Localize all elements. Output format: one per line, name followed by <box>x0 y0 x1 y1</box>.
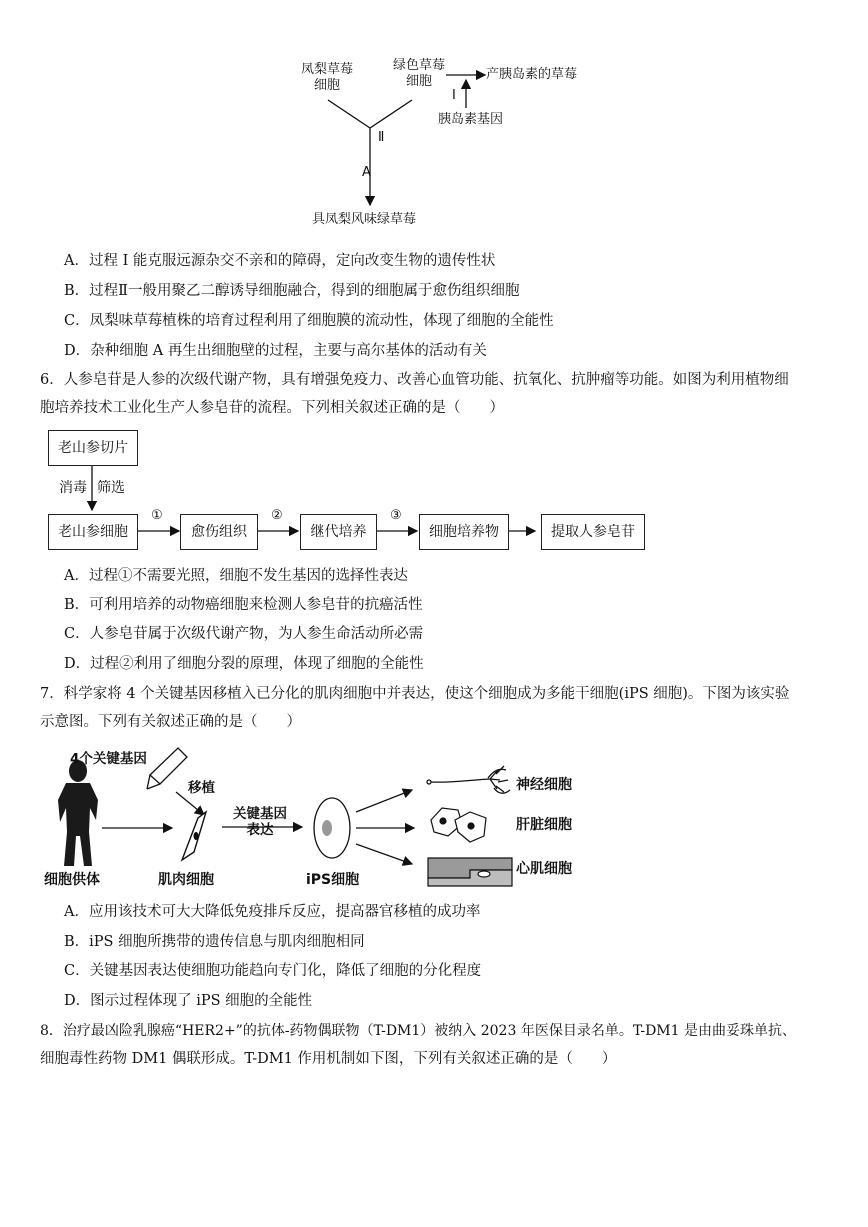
q6-stem-line1: 6．人参皂苷是人参的次级代谢产物，具有增强免疫力、改善心血管功能、抗氧化、抗肿瘤等功能。如图为利用植物细 <box>40 372 789 388</box>
q7-stem-line2: 示意图。下列有关叙述正确的是（ ） <box>40 714 301 730</box>
pineapple-cell-label: 凤梨草莓 细胞 <box>300 62 353 93</box>
liver-cell-label: 肝脏细胞 <box>516 817 572 833</box>
q7-option-d: D．图示过程体现了 iPS 细胞的全能性 <box>64 993 313 1009</box>
muscle-cell-icon <box>182 812 206 860</box>
flow-screen-label: 筛选 <box>97 480 125 496</box>
cardiac-cell-label: 心肌细胞 <box>516 861 572 877</box>
insulin-gene-label: 胰岛素基因 <box>438 112 504 127</box>
flow-step-3: ③ <box>390 508 402 523</box>
q8-stem-line1: 8．治疗最凶险乳腺癌“HER2+”的抗体-药物偶联物（T-DM1）被纳入 2023 年医保目录名单。T-DM1 是由曲妥珠单抗、 <box>40 1023 796 1039</box>
flow-box-ginseng-cell: 老山参细胞 <box>48 514 138 550</box>
muscle-cell-label: 肌肉细胞 <box>158 872 214 888</box>
roman-two-label: Ⅱ <box>378 130 385 145</box>
roman-one-label: I <box>452 88 456 103</box>
gene-expression-label: 关键基因 表达 <box>233 806 287 838</box>
flow-box-sliced-ginseng: 老山参切片 <box>48 430 138 466</box>
insulin-strawberry-label: 产胰岛素的草莓 <box>486 67 578 82</box>
q7-option-a: A．应用该技术可大大降低免疫排斥反应，提高器官移植的成功率 <box>64 904 481 920</box>
flow-step-1: ① <box>151 508 163 523</box>
transplant-label: 移植 <box>188 780 215 796</box>
q6-option-c: C．人参皂苷属于次级代谢产物，为人参生命活动所必需 <box>64 626 424 642</box>
flow-step-2: ② <box>271 508 283 523</box>
flow-box-cell-culture: 细胞培养物 <box>419 514 509 550</box>
genes-label: 4个关键基因 <box>70 751 147 767</box>
ips-cell-label: iPS细胞 <box>306 872 360 888</box>
q7-option-c: C．关键基因表达使细胞功能趋向专门化，降低了细胞的分化程度 <box>64 963 482 979</box>
liver-cells-icon <box>431 808 486 842</box>
donor-silhouette-icon <box>58 760 98 866</box>
q8-stem-line2: 细胞毒性药物 DM1 偶联形成。T-DM1 作用机制如下图，下列有关叙述正确的是（ ） <box>40 1051 617 1067</box>
q6-option-d: D．过程②利用了细胞分裂的原理，体现了细胞的全能性 <box>64 656 424 672</box>
q7-stem-line1: 7．科学家将 4 个关键基因移植入已分化的肌肉细胞中并表达，使这个细胞成为多能干细胞(iPS 细胞)。下图为该实验 <box>40 686 790 702</box>
neuron-icon <box>427 766 510 793</box>
flow-box-subculture: 继代培养 <box>300 514 377 550</box>
q6-option-b: B．可利用培养的动物癌细胞来检测人参皂苷的抗癌活性 <box>64 597 423 613</box>
flow-disinfect-label: 消毒 <box>59 480 87 496</box>
cardiac-cells-icon <box>428 858 512 886</box>
q6-option-a: A．过程①不需要光照，细胞不发生基因的选择性表达 <box>64 568 408 584</box>
q6-stem-line2: 胞培养技术工业化生产人参皂苷的流程。下列相关叙述正确的是（ ） <box>40 400 504 416</box>
q5-option-a: A．过程 I 能克服远源杂交不亲和的障碍，定向改变生物的遗传性状 <box>64 253 496 269</box>
q7-option-b: B．iPS 细胞所携带的遗传信息与肌肉细胞相同 <box>64 934 365 950</box>
neuron-label: 神经细胞 <box>516 777 572 793</box>
hybrid-a-label: A <box>362 165 371 180</box>
green-cell-label: 绿色草莓 细胞 <box>392 58 445 89</box>
donor-label: 细胞供体 <box>44 872 100 888</box>
q5-option-d: D．杂种细胞 A 再生出细胞壁的过程，主要与高尔基体的活动有关 <box>64 343 487 359</box>
q5-option-b: B．过程Ⅱ一般用聚乙二醇诱导细胞融合，得到的细胞属于愈伤组织细胞 <box>64 283 520 299</box>
pipette-icon <box>147 748 187 789</box>
ips-cell-icon <box>314 798 350 858</box>
result-strawberry-label: 具凤梨风味绿草莓 <box>312 212 417 227</box>
q5-option-c: C．凤梨味草莓植株的培育过程利用了细胞膜的流动性，体现了细胞的全能性 <box>64 313 554 329</box>
flow-box-callus: 愈伤组织 <box>180 514 258 550</box>
flow-box-extract-ginsenoside: 提取人参皂苷 <box>541 514 645 550</box>
